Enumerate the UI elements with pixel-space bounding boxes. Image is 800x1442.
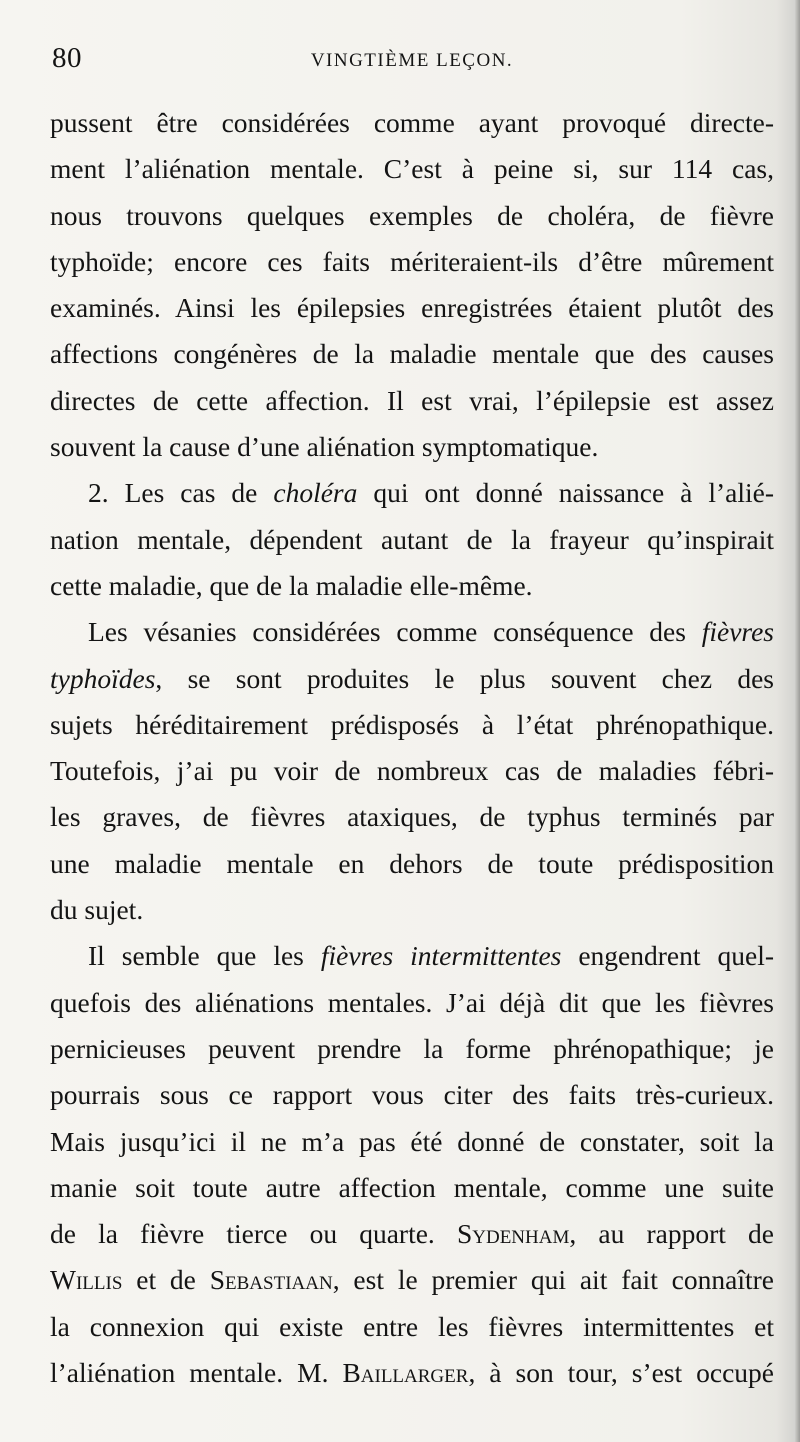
- text-line: [50, 609, 774, 655]
- author-name: Sebastiaan: [209, 1264, 333, 1296]
- body-text: [50, 100, 774, 1396]
- text-segment: , se sont produites le plus souvent chez des: [155, 662, 774, 694]
- text-line: [50, 656, 774, 702]
- text-line: Toutefois, j’ai pu voir de nombreux cas de maladies fébri-: [50, 755, 774, 787]
- text-line: quefois des aliénations mentales. J’ai déjà dit que les fièvres: [50, 986, 774, 1018]
- author-name: Baillarger: [342, 1357, 469, 1389]
- text-line: [50, 1350, 774, 1396]
- text-segment: 2. Les cas de: [88, 477, 274, 509]
- italic-term: typhoïdes: [50, 662, 156, 694]
- author-name: Willis: [50, 1264, 123, 1296]
- text-line: du sujet.: [50, 894, 144, 926]
- text-segment: et de: [122, 1264, 210, 1296]
- page-edge: [794, 0, 800, 1442]
- italic-term: choléra: [273, 477, 358, 509]
- text-line: pernicieuses peuvent prendre la forme phrénopathique; je: [50, 1032, 774, 1064]
- page-header: [52, 42, 772, 82]
- text-line: souvent la cause d’une aliénation symptomatique.: [50, 431, 599, 463]
- page-number: 80: [52, 42, 82, 74]
- text-line: [50, 470, 774, 516]
- text-segment: Les vésanies considérées comme conséquence des: [88, 616, 702, 648]
- text-line: [50, 1257, 774, 1303]
- text-line: une maladie mentale en dehors de toute prédisposition: [50, 847, 774, 879]
- italic-term: fièvres: [701, 616, 774, 648]
- text-segment: de la fièvre tierce ou quarte.: [50, 1218, 457, 1250]
- text-line: nous trouvons quelques exemples de choléra, de fièvre: [50, 199, 774, 231]
- text-segment: engendrent quel-: [561, 940, 775, 972]
- text-line: [50, 1211, 774, 1257]
- running-title: VINGTIÈME LEÇON.: [310, 50, 514, 71]
- text-line: ment l’aliénation mentale. C’est à peine si, sur 114 cas,: [50, 153, 774, 185]
- text-line: [50, 933, 774, 979]
- text-line: directes de cette affection. Il est vrai, l’épilepsie est assez: [50, 384, 774, 416]
- text-segment: Il semble que les: [88, 940, 321, 972]
- text-line: Mais jusqu’ici il ne m’a pas été donné de constater, soit la: [50, 1125, 774, 1157]
- author-name: Sydenham: [456, 1218, 570, 1250]
- text-line: les graves, de fièvres ataxiques, de typhus terminés par: [50, 801, 774, 833]
- text-line: pourrais sous ce rapport vous citer des faits très-curieux.: [50, 1079, 774, 1111]
- text-segment: , à son tour, s’est occupé: [468, 1357, 774, 1389]
- text-segment: , au rapport de: [569, 1218, 775, 1250]
- text-line: pussent être considérées comme ayant provoqué directe-: [50, 107, 774, 138]
- text-segment: l’aliénation mentale. M.: [50, 1357, 343, 1389]
- text-line: nation mentale, dépendent autant de la frayeur qu’inspirait: [50, 523, 774, 555]
- text-line: sujets héréditairement prédisposés à l’état phrénopathique.: [50, 708, 774, 740]
- text-segment: , est le premier qui ait fait connaître: [332, 1264, 774, 1296]
- text-segment: qui ont donné naissance à l’alié-: [357, 477, 774, 509]
- text-line: manie soit toute autre affection mentale, comme une suite: [50, 1171, 774, 1203]
- text-line: affections congénères de la maladie mentale que des causes: [50, 338, 774, 370]
- text-line: examinés. Ainsi les épilepsies enregistrées étaient plutôt des: [50, 292, 774, 324]
- italic-term: fièvres intermittentes: [320, 940, 562, 972]
- text-line: typhoïde; encore ces faits mériteraient-ils d’être mûrement: [50, 245, 774, 277]
- text-line: la connexion qui existe entre les fièvres intermittentes et: [50, 1310, 774, 1342]
- text-line: cette maladie, que de la maladie elle-même.: [50, 569, 533, 601]
